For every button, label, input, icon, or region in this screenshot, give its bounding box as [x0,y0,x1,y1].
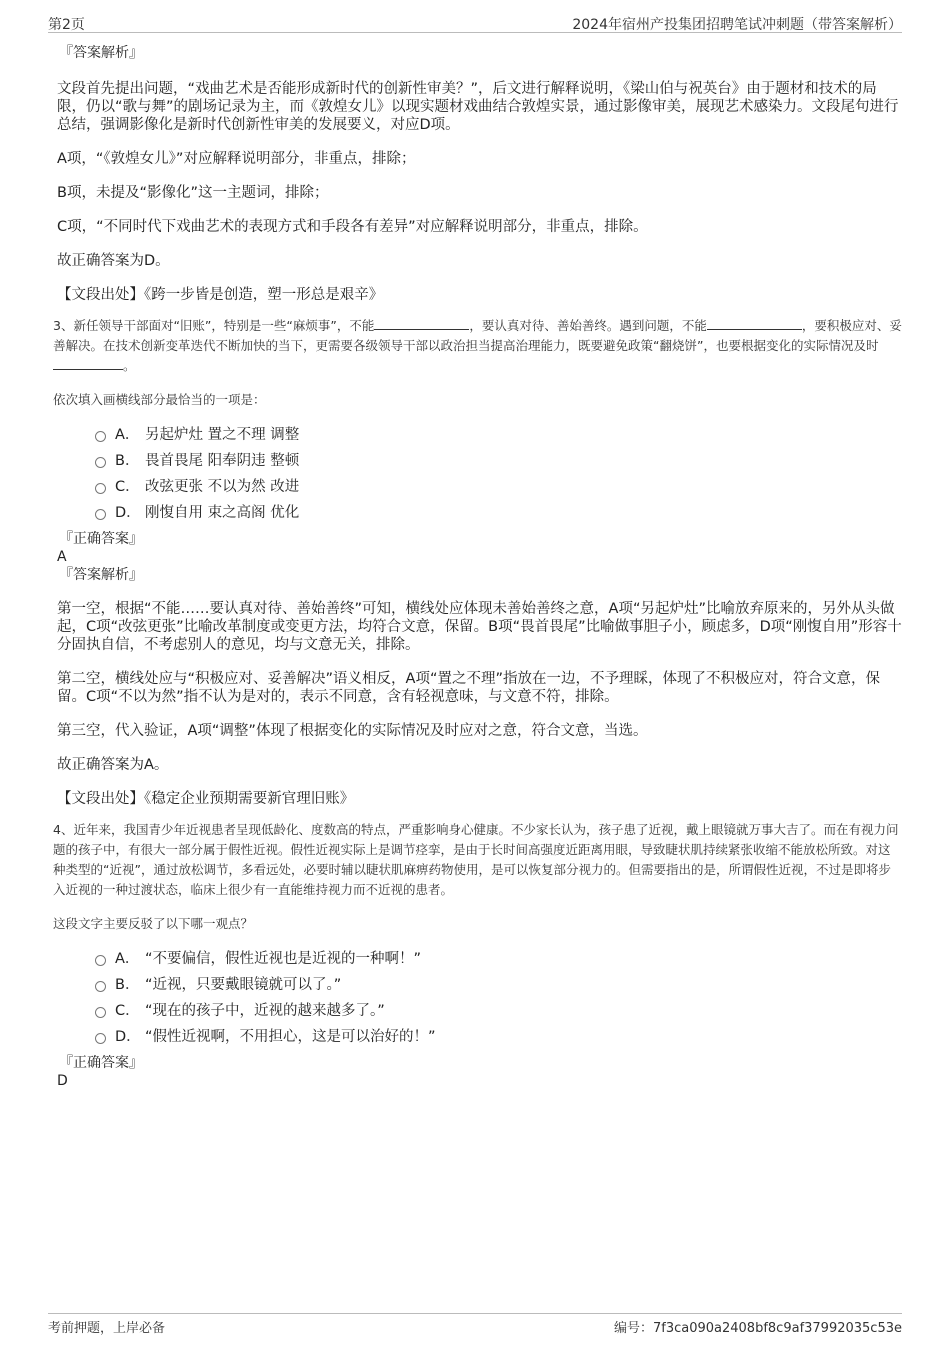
correct-answer-label: 『正确答案』 [59,1055,143,1071]
document-id: 编号：7f3ca090a2408bf8c9af37992035c53e [613,1321,902,1336]
analysis-paragraph: A项，“《敦煌女儿》”对应解释说明部分，非重点，排除； [57,151,416,167]
analysis-paragraph: 文段首先提出问题，“戏曲艺术是否能形成新时代的创新性审美？”，后文进行解释说明，《梁山伯与祝英台》由于题材和技术的局限，仍以“歌与舞”的剧场记录为主，而《敦煌女儿》以现实题材戏曲结合敦煌实景，通过影像审美，展现艺术感染力。文段尾句进行总结，强调影像化是新时代创新性审美的发展要义，对应D项。 [57,81,899,133]
question-prompt: 这段文字主要反驳了以下哪一观点？ [53,916,254,931]
option-c[interactable]: C． “现在的孩子中，近视的越来越多了。” [95,998,902,1024]
analysis-conclusion: 故正确答案为A。 [57,757,169,773]
analysis-paragraph: B项，未提及“影像化”这一主题词，排除； [57,185,329,201]
page-header [48,10,902,33]
analysis-paragraph: 第一空，根据“不能……要认真对待、善始善终”可知，横线处应体现未善始善终之意，A项“另起炉灶”比喻放弃原来的，另外从头做起，C项“改弦更张”比喻改革制度或变更方法，均符合文意，保留。B项“畏首畏尾”比喻做事胆子小，顾虑多，D项“刚愎自用”形容十分固执自信，不考虑别人的意见，均与文意无关，排除。 [57,601,902,653]
analysis-conclusion: 故正确答案为D。 [57,253,170,269]
option-b[interactable]: B． “近视，只要戴眼镜就可以了。” [95,972,902,998]
text-source: 【文段出处】《稳定企业预期需要新官理旧账》 [57,791,355,807]
radio-button[interactable] [95,483,106,494]
document-title: 2024年宿州产投集团招聘笔试冲刺题（带答案解析） [572,17,902,33]
correct-answer-label: 『正确答案』 [59,531,143,547]
analysis-label: 『答案解析』 [59,567,143,583]
question-prompt: 依次填入画横线部分最恰当的一项是： [53,392,266,407]
options-list [57,946,902,1050]
radio-button[interactable] [95,1033,106,1044]
document-content [53,44,902,1090]
fill-blank [53,357,123,370]
text-source: 【文段出处】《跨一步皆是创造，塑一形总是艰辛》 [57,287,384,303]
footer-slogan: 考前押题，上岸必备 [48,1321,166,1336]
radio-button[interactable] [95,981,106,992]
correct-answer: D [57,1073,68,1089]
radio-button[interactable] [95,955,106,966]
radio-button[interactable] [95,431,106,442]
question-stem: 4、近年来，我国青少年近视患者呈现低龄化、度数高的特点，严重影响身心健康。不少家长认为，孩子患了近视，戴上眼镜就万事大吉了。而在有视力问题的孩子中，有很大一部分属于假性近视。假性近视实际上是调节痉挛，是由于长时间高强度近距离用眼，导致睫状肌持续紧张收缩不能放松所致。对这种类型的“近视”，通过放松调节，多看远处，必要时辅以睫状肌麻痹药物使用，是可以恢复部分视力的。但需要指出的是，所谓假性近视，不过是即将步入近视的一种过渡状态，临床上很少有一直能维持视力而不近视的患者。 [53,822,899,897]
page-number: 第2页 [48,17,85,33]
option-c[interactable]: C． 改弦更张 不以为然 改进 [95,474,902,500]
radio-button[interactable] [95,509,106,520]
analysis-label: 『答案解析』 [59,45,143,61]
fill-blank [374,317,469,330]
question-stem: 3、新任领导干部面对“旧账”，特别是一些“麻烦事”，不能 ，要认真对待、善始善终。遇到问题，不能 ，要积极应对、妥善解决。在技术创新变革迭代不断加快的当下，更需要各级领导干部以政治担当提高治理能力，既要避免政策“翻烧饼”，也要根据变化的实际情况及时。 [53,318,902,373]
options-list [57,422,902,526]
fill-blank [707,317,802,330]
option-d[interactable]: D． 刚愎自用 束之高阁 优化 [95,500,902,526]
radio-button[interactable] [95,457,106,468]
analysis-paragraph: 第二空，横线处应与“积极应对、妥善解决”语义相反，A项“置之不理”指放在一边，不予理睬，体现了不积极应对，符合文意，保留。C项“不以为然”指不认为是对的，表示不同意，含有轻视意味，与文意不符，排除。 [57,671,880,705]
analysis-paragraph: 第三空，代入验证，A项“调整”体现了根据变化的实际情况及时应对之意，符合文意，当选。 [57,723,648,739]
option-d[interactable]: D． “假性近视啊，不用担心，这是可以治好的！” [95,1024,902,1050]
page-footer [48,1313,902,1338]
radio-button[interactable] [95,1007,106,1018]
correct-answer: A [57,549,67,565]
option-b[interactable]: B． 畏首畏尾 阳奉阴违 整顿 [95,448,902,474]
analysis-paragraph: C项，“不同时代下戏曲艺术的表现方式和手段各有差异”对应解释说明部分，非重点，排除。 [57,219,648,235]
option-a[interactable]: A． 另起炉灶 置之不理 调整 [95,422,902,448]
option-a[interactable]: A． “不要偏信，假性近视也是近视的一种啊！” [95,946,902,972]
